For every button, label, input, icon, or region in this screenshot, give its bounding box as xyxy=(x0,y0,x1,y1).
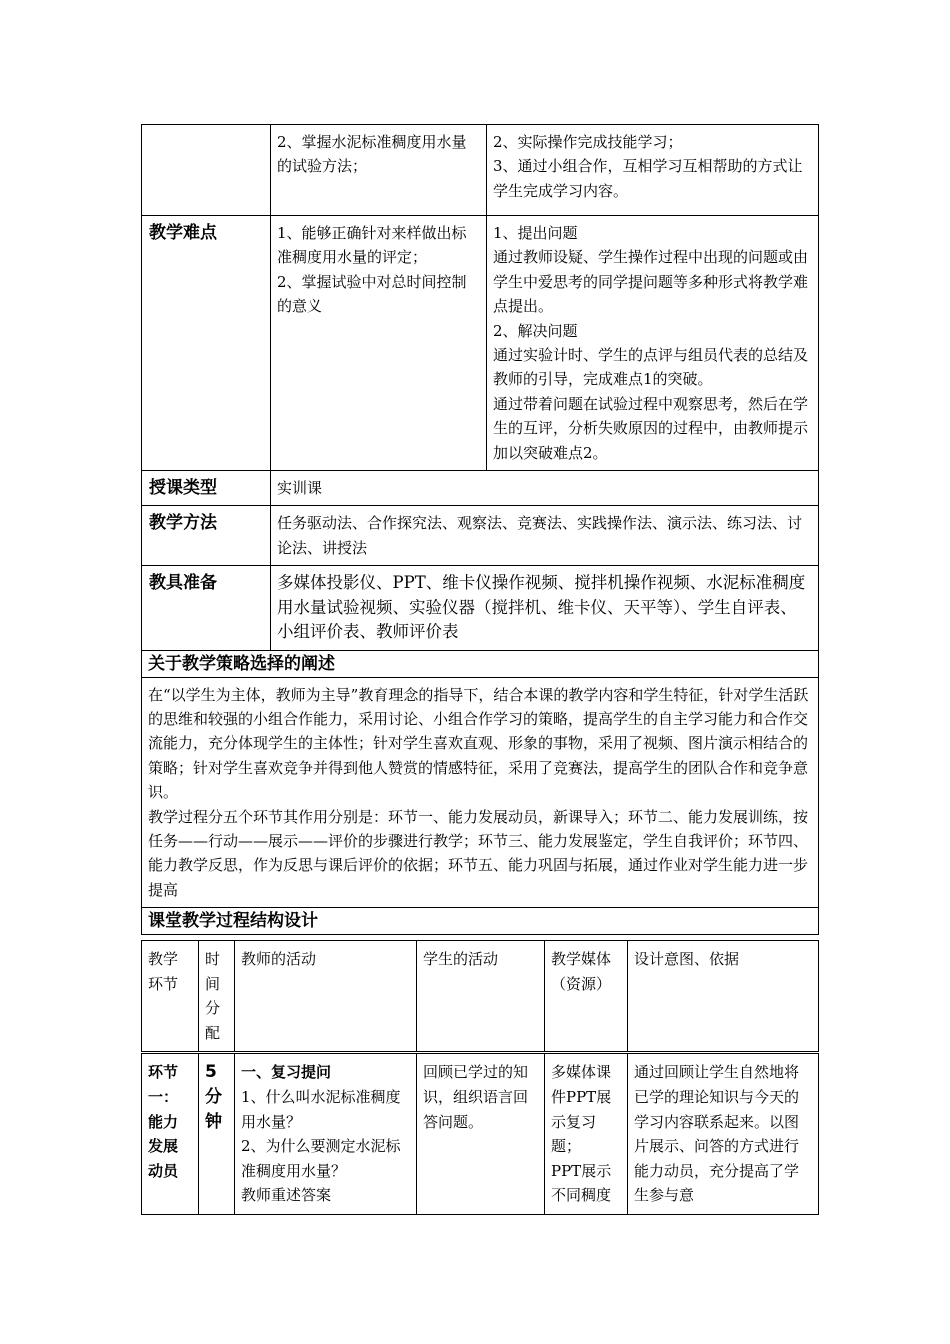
stage1-name-line: 发展 xyxy=(148,1137,179,1156)
lesson-type-value: 实训课 xyxy=(271,471,819,506)
tools-value: 多媒体投影仪、PPT、维卡仪操作视频、搅拌机操作视频、水泥标准稠度用水量试验视频、实验仪器（搅拌机、维卡仪、天平等）、学生自评表、小组评价表、教师评价表 xyxy=(271,566,819,650)
difficulty-right-line: 通过带着问题在试验过程中观察思考，然后在学生的互评，分析失败原因的过程中，由教师提示加以突破难点2。 xyxy=(493,394,809,462)
header-media-line: 教学媒体 xyxy=(551,950,612,968)
key-left-cell xyxy=(271,125,487,216)
difficulty-label: 教学难点 xyxy=(142,216,271,471)
row-difficulty xyxy=(142,216,819,471)
strategy-heading: 关于教学策略选择的阐述 xyxy=(142,650,819,677)
stage1-media xyxy=(545,1053,628,1215)
strategy-paragraph: 在“以学生为主体，教师为主导”教育理念的指导下，结合本课的教学内容和学生特征，针对学生活跃的思维和较强的小组合作能力，采用讨论、小组合作学习的策略，提高学生的自主学习能力和合作交流能力，充分体现学生的主体性；针对学生喜欢直观、形象的事物，采用了视频、图片演示相结合的策略；针对学生喜欢竞争并得到他人赞赏的情感特征，采用了竞赛法，提高学生的团队合作和竞争意识。 xyxy=(148,685,809,802)
stage1-teacher xyxy=(235,1053,417,1215)
stage1-media-line: 多媒体课件PPT展示复习题； xyxy=(551,1063,612,1156)
stage1-name-line: 环节 xyxy=(148,1063,179,1082)
process-row-stage1 xyxy=(142,1053,819,1215)
lesson-type-label: 授课类型 xyxy=(142,471,271,506)
key-right-line: 3、通过小组合作，互相学习互相帮助的方式让学生完成学习内容。 xyxy=(493,157,803,200)
stage1-name-line: 能力 xyxy=(148,1112,179,1131)
stage1-name-line: 动员 xyxy=(148,1161,179,1180)
stage1-student: 回顾已学过的知识，组织语言回答问题。 xyxy=(417,1053,545,1215)
header-stage-line: 环节 xyxy=(148,974,179,993)
row-key-points xyxy=(142,125,819,216)
process-heading: 课堂教学过程结构设计 xyxy=(142,908,819,935)
stage1-teacher-line: 1、什么叫水泥标准稠度用水量？ xyxy=(241,1087,401,1131)
row-strategy-heading xyxy=(142,650,819,677)
header-media xyxy=(545,941,628,1053)
stage1-teacher-title: 一、复习提问 xyxy=(241,1063,332,1082)
header-stage xyxy=(142,941,199,1053)
header-intent: 设计意图、依据 xyxy=(628,941,819,1053)
difficulty-right-line: 1、提出问题 xyxy=(493,224,578,242)
difficulty-right-line: 通过实验计时、学生的点评与组员代表的总结及教师的引导，完成难点1的突破。 xyxy=(493,346,809,389)
method-label: 教学方法 xyxy=(142,506,271,566)
stage1-teacher-line: 2、为什么要测定水泥标准稠度用水量？ xyxy=(241,1137,401,1180)
header-time xyxy=(199,941,235,1053)
header-teacher: 教师的活动 xyxy=(235,941,417,1053)
row-tools xyxy=(142,566,819,650)
difficulty-right-line: 通过教师设疑、学生操作过程中出现的问题或由学生中爱思考的同学提问题等多种形式将教学难点提出。 xyxy=(493,248,809,316)
header-time-line: 时 xyxy=(205,950,221,968)
stage1-intent: 通过回顾让学生自然地将已学的理论知识与今天的学习内容联系起来。以图片展示、问答的方式进行能力动员，充分提高了学生参与意 xyxy=(628,1053,819,1215)
stage1-teacher-line: 教师重述答案 xyxy=(241,1186,332,1205)
header-time-line: 分 xyxy=(205,999,221,1018)
process-header-row xyxy=(142,941,819,1053)
key-left-line: 2、掌握水泥标准稠度用水量的试验方法； xyxy=(277,133,467,176)
header-time-line: 间 xyxy=(205,974,221,993)
teaching-process-table xyxy=(141,940,819,1215)
row-lesson-type xyxy=(142,471,819,506)
method-value: 任务驱动法、合作探究法、观察法、竞赛法、实践操作法、演示法、练习法、讨论法、讲授法 xyxy=(271,506,819,566)
stage1-time-line: 5 xyxy=(205,1062,217,1083)
strategy-body xyxy=(142,677,819,908)
stage1-time xyxy=(199,1053,235,1215)
header-media-line: （资源） xyxy=(551,974,612,993)
stage1-name-line: 一： xyxy=(148,1087,179,1106)
header-time-line: 配 xyxy=(205,1023,221,1042)
lesson-plan-table xyxy=(141,124,819,935)
stage1-time-line: 分 xyxy=(205,1086,222,1107)
stage1-media-line: PPT展示不同稠度 xyxy=(551,1161,612,1205)
difficulty-right-cell xyxy=(487,216,819,471)
key-right-cell xyxy=(487,125,819,216)
row-method xyxy=(142,506,819,566)
difficulty-right-line: 2、解决问题 xyxy=(493,321,578,340)
tools-label: 教具准备 xyxy=(142,566,271,650)
strategy-paragraph: 教学过程分五个环节其作用分别是：环节一、能力发展动员，新课导入；环节二、能力发展训练，按任务——行动——展示——评价的步骤进行教学；环节三、能力发展鉴定，学生自我评价；环节四、能力教学反思，作为反思与课后评价的依据；环节五、能力巩固与拓展，通过作业对学生能力进一步提高 xyxy=(148,807,809,899)
row-process-heading xyxy=(142,908,819,935)
header-student: 学生的活动 xyxy=(417,941,545,1053)
difficulty-left-line: 2、掌握试验中对总时间控制的意义 xyxy=(277,272,467,316)
cell-empty xyxy=(142,125,271,216)
row-strategy-body xyxy=(142,677,819,908)
stage1-name xyxy=(142,1053,199,1215)
difficulty-left-line: 1、能够正确针对来样做出标准稠度用水量的评定； xyxy=(277,224,467,267)
key-right-line: 2、实际操作完成技能学习； xyxy=(493,133,683,151)
difficulty-left-cell xyxy=(271,216,487,471)
stage1-time-line: 钟 xyxy=(205,1111,222,1132)
header-stage-line: 教学 xyxy=(148,950,179,968)
